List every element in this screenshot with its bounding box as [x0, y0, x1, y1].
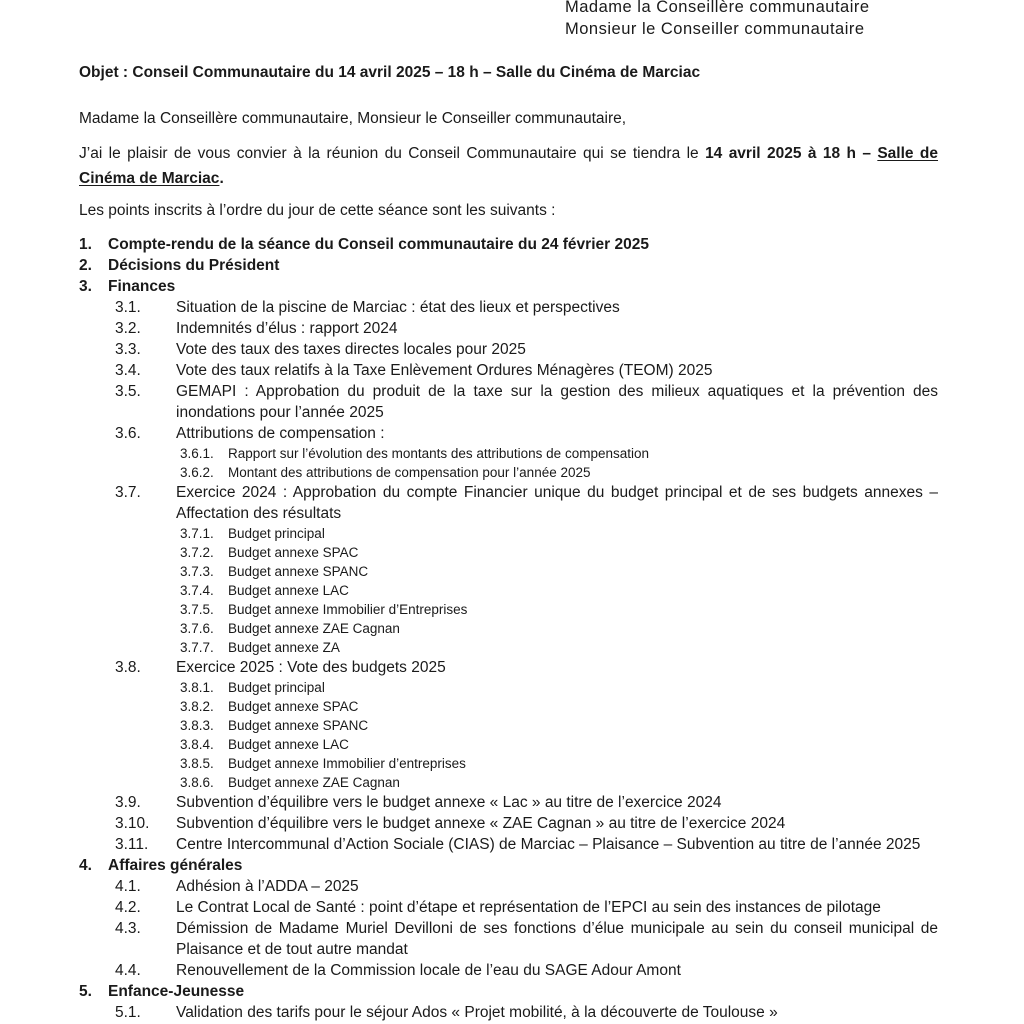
agenda-item-4-3 — [115, 918, 938, 960]
agenda-item-text: Démission de Madame Muriel Devilloni de ses fonctions d’élue municipale au sein du conseil municipal de Plaisance et de tout autre mandat — [176, 920, 938, 958]
agenda-item-text: Budget annexe SPAC — [228, 545, 359, 560]
agenda-item-text: Budget annexe SPANC — [228, 718, 369, 733]
agenda-item-number: 3.8.6. — [180, 775, 214, 790]
agenda-item-number: 1. — [79, 236, 92, 253]
agenda-item-number: 3.7.1. — [180, 526, 214, 541]
agenda-item-3-7-5 — [180, 600, 938, 619]
agenda-item-4-4 — [115, 960, 938, 981]
agenda-item-3-7-3 — [180, 562, 938, 581]
agenda-item-text: Budget annexe ZA — [228, 640, 340, 655]
agenda-item-text: Montant des attributions de compensation pour l’année 2025 — [228, 465, 591, 480]
agenda-item-text: Adhésion à l’ADDA – 2025 — [176, 878, 359, 895]
agenda-item-4-2 — [115, 897, 938, 918]
intro-location-underlined: Salle de Cinéma de Marciac — [79, 145, 939, 187]
agenda-intro-line: Les points inscrits à l’ordre du jour de cette séance sont les suivants : — [79, 202, 556, 219]
agenda-item-text: Renouvellement de la Commission locale de l’eau du SAGE Adour Amont — [176, 962, 681, 979]
agenda-item-number: 3.7.3. — [180, 564, 214, 579]
intro-date-bold: 14 avril 2025 à 18 h – — [705, 145, 878, 162]
agenda-item-number: 3.9. — [115, 794, 141, 811]
agenda-item-text: Budget annexe LAC — [228, 583, 349, 598]
agenda-item-3-6 — [115, 423, 938, 444]
agenda-item-3-8-5 — [180, 754, 938, 773]
agenda-item-text: Vote des taux relatifs à la Taxe Enlèvement Ordures Ménagères (TEOM) 2025 — [176, 362, 713, 379]
recipient-block — [565, 0, 938, 40]
agenda-item-number: 3.3. — [115, 341, 141, 358]
agenda-item-text: Budget annexe Immobilier d’Entreprises — [228, 602, 468, 617]
agenda-item-3-7-2 — [180, 543, 938, 562]
agenda-item-3-8-4 — [180, 735, 938, 754]
agenda-item-text: Rapport sur l’évolution des montants des attributions de compensation — [228, 446, 649, 461]
agenda-item-number: 3.5. — [115, 383, 141, 400]
agenda-item-text: Affaires générales — [108, 857, 243, 874]
agenda-item-number: 4.4. — [115, 962, 141, 979]
agenda-item-3-7-1 — [180, 524, 938, 543]
agenda-item-3-8-6 — [180, 773, 938, 792]
agenda-item-number: 4.3. — [115, 920, 141, 937]
agenda-item-3-6-1 — [180, 444, 938, 463]
agenda-item-text: Budget principal — [228, 526, 325, 541]
agenda-item-text: Budget annexe LAC — [228, 737, 349, 752]
agenda-item-text: Vote des taux des taxes directes locales pour 2025 — [176, 341, 526, 358]
agenda-item-text: Validation des tarifs pour le séjour Ados « Projet mobilité, à la découverte de Toulouse » — [176, 1004, 778, 1021]
agenda-item-number: 5.1. — [115, 1004, 141, 1021]
agenda-item-3-9 — [115, 792, 938, 813]
agenda-item-text: Centre Intercommunal d’Action Sociale (CIAS) de Marciac – Plaisance – Subvention au titre de l’année 2025 — [176, 836, 921, 853]
agenda-item-number: 3.8.5. — [180, 756, 214, 771]
agenda-item-number: 3.7.6. — [180, 621, 214, 636]
agenda-item-number: 3.6.2. — [180, 465, 214, 480]
agenda-item-text: Attributions de compensation : — [176, 425, 385, 442]
agenda-item-number: 4. — [79, 857, 92, 874]
agenda-item-number: 4.2. — [115, 899, 141, 916]
agenda-item-number: 3.6. — [115, 425, 141, 442]
agenda-item-text: GEMAPI : Approbation du produit de la taxe sur la gestion des milieux aquatiques et la prévention des inondations pour l’année 2025 — [176, 383, 938, 421]
salutation-line: Madame la Conseillère communautaire, Monsieur le Conseiller communautaire, — [79, 110, 627, 127]
recipient-line-madame: Madame la Conseillère communautaire — [565, 0, 870, 16]
recipient-line-monsieur: Monsieur le Conseiller communautaire — [565, 20, 865, 38]
agenda-item-3-3 — [115, 339, 938, 360]
agenda-item-3-4 — [115, 360, 938, 381]
agenda-item-text: Budget annexe Immobilier d’entreprises — [228, 756, 466, 771]
agenda-item-3-7-4 — [180, 581, 938, 600]
agenda-item-4-1 — [115, 876, 938, 897]
agenda-item-number: 3.7.4. — [180, 583, 214, 598]
intro-tail: . — [219, 170, 224, 187]
agenda-item-text: Enfance-Jeunesse — [108, 983, 245, 1000]
agenda-item-5-1 — [115, 1002, 938, 1023]
agenda-item-2 — [79, 255, 938, 276]
agenda-item-1 — [79, 234, 938, 255]
agenda-item-3-2 — [115, 318, 938, 339]
agenda-item-number: 5. — [79, 983, 92, 1000]
agenda-item-text: Décisions du Président — [108, 257, 280, 274]
agenda-list — [79, 234, 938, 1023]
agenda-item-text: Subvention d’équilibre vers le budget annexe « Lac » au titre de l’exercice 2024 — [176, 794, 722, 811]
subject-line: Objet : Conseil Communautaire du 14 avril 2025 – 18 h – Salle du Cinéma de Marciac — [79, 64, 701, 81]
agenda-item-text: Finances — [108, 278, 176, 295]
agenda-item-text: Situation de la piscine de Marciac : état des lieux et perspectives — [176, 299, 620, 316]
agenda-item-3-8-2 — [180, 697, 938, 716]
agenda-item-3-8 — [115, 657, 938, 678]
agenda-item-number: 3.8.1. — [180, 680, 214, 695]
agenda-item-number: 3.7.2. — [180, 545, 214, 560]
agenda-item-3-5 — [115, 381, 938, 423]
agenda-item-number: 3.8. — [115, 659, 141, 676]
agenda-item-number: 3.11. — [115, 836, 149, 853]
agenda-item-number: 3.10. — [115, 815, 150, 832]
agenda-item-3-8-1 — [180, 678, 938, 697]
agenda-item-text: Budget annexe ZAE Cagnan — [228, 775, 400, 790]
agenda-item-text: Exercice 2025 : Vote des budgets 2025 — [176, 659, 446, 676]
agenda-item-text: Budget annexe SPANC — [228, 564, 369, 579]
agenda-item-3-7 — [115, 482, 938, 524]
agenda-item-3-6-2 — [180, 463, 938, 482]
agenda-item-number: 3.8.4. — [180, 737, 214, 752]
agenda-item-number: 3.8.2. — [180, 699, 214, 714]
agenda-item-text: Exercice 2024 : Approbation du compte Financier unique du budget principal et de ses budgets annexes – Affectation des résultats — [176, 484, 938, 522]
agenda-item-text: Budget annexe ZAE Cagnan — [228, 621, 400, 636]
agenda-item-3-11 — [115, 834, 938, 855]
intro-paragraph — [79, 141, 938, 191]
agenda-item-number: 3.8.3. — [180, 718, 214, 733]
agenda-item-number: 3.6.1. — [180, 446, 214, 461]
agenda-item-text: Le Contrat Local de Santé : point d’étape et représentation de l’EPCI au sein des instances de pilotage — [176, 899, 881, 916]
agenda-item-text: Budget principal — [228, 680, 325, 695]
agenda-item-3 — [79, 276, 938, 297]
agenda-item-text: Subvention d’équilibre vers le budget annexe « ZAE Cagnan » au titre de l’exercice 2024 — [176, 815, 786, 832]
agenda-item-text: Compte-rendu de la séance du Conseil communautaire du 24 février 2025 — [108, 236, 649, 253]
agenda-item-number: 3.4. — [115, 362, 141, 379]
agenda-item-number: 3.2. — [115, 320, 141, 337]
agenda-item-4 — [79, 855, 938, 876]
agenda-item-text: Indemnités d’élus : rapport 2024 — [176, 320, 398, 337]
agenda-item-5 — [79, 981, 938, 1002]
agenda-item-3-10 — [115, 813, 938, 834]
agenda-item-number: 3.1. — [115, 299, 141, 316]
agenda-item-number: 3. — [79, 278, 92, 295]
agenda-item-text: Budget annexe SPAC — [228, 699, 359, 714]
agenda-item-number: 3.7.7. — [180, 640, 214, 655]
agenda-item-3-1 — [115, 297, 938, 318]
agenda-item-3-8-3 — [180, 716, 938, 735]
agenda-item-number: 4.1. — [115, 878, 141, 895]
agenda-item-3-7-6 — [180, 619, 938, 638]
agenda-item-number: 3.7. — [115, 484, 141, 501]
intro-lead: J’ai le plaisir de vous convier à la réunion du Conseil Communautaire qui se tiendra le — [79, 145, 706, 162]
agenda-item-3-7-7 — [180, 638, 938, 657]
agenda-item-number: 2. — [79, 257, 92, 274]
agenda-item-number: 3.7.5. — [180, 602, 214, 617]
